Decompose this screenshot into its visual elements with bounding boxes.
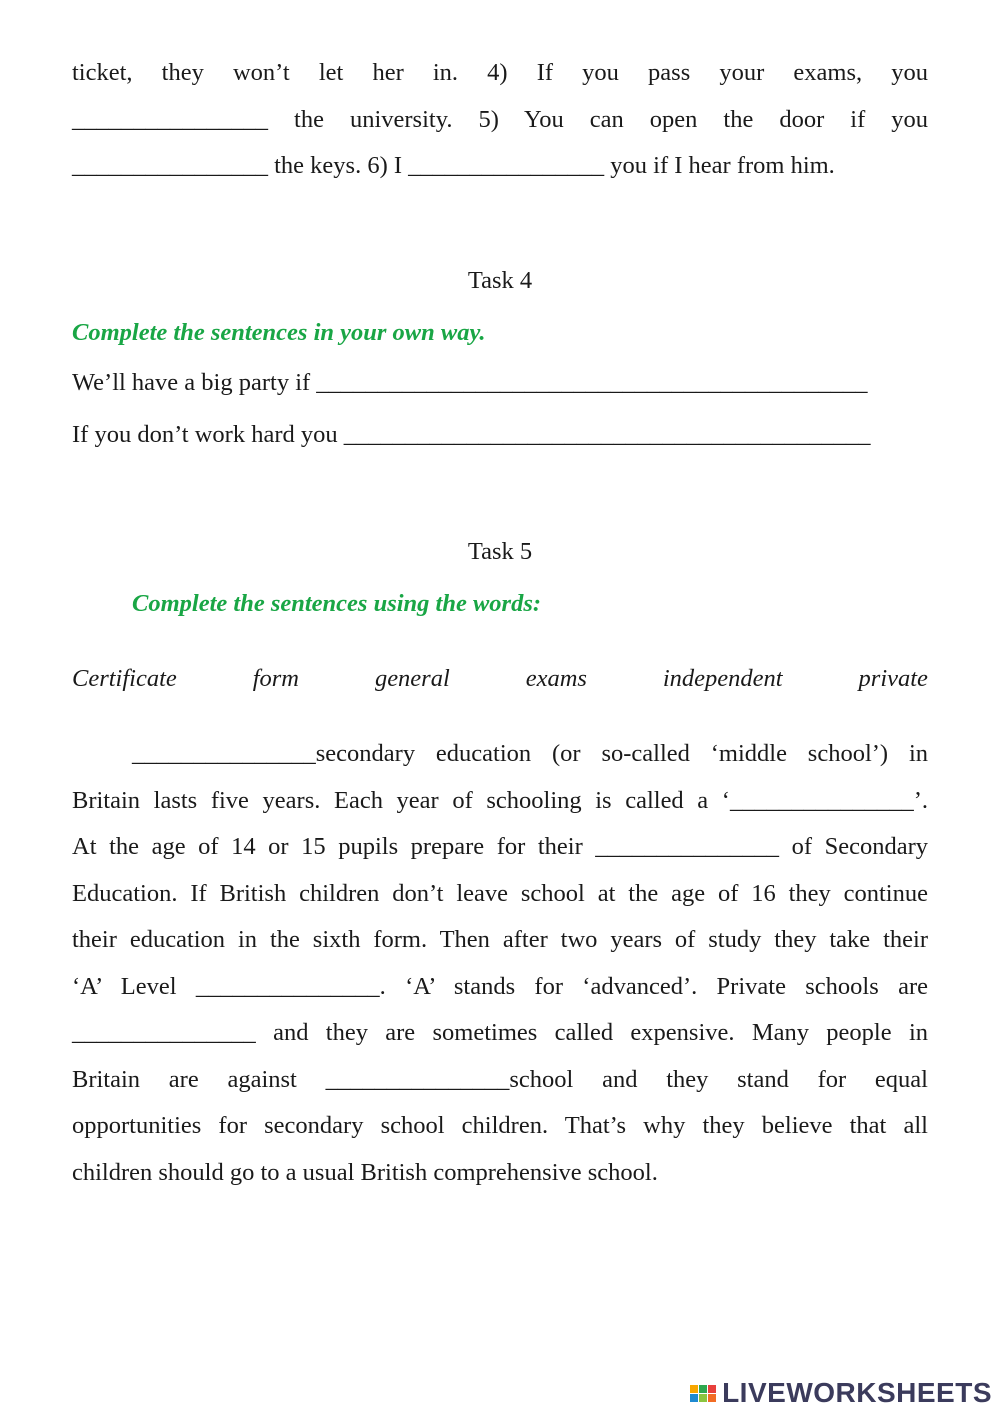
task4-sentence-2: If you don’t work hard you ___________________________________________ (72, 420, 871, 448)
liveworksheets-logo[interactable] (690, 1377, 992, 1409)
paragraph-line: children should go to a usual British comprehensive school. (72, 1158, 658, 1186)
paragraph-line: ‘A’ Level _______________. ‘A’ stands for ‘advanced’. Private schools are (72, 972, 928, 1000)
word-bank-item: private (858, 664, 928, 692)
worksheet-page (72, 50, 928, 1196)
intro-paragraph (72, 50, 928, 190)
paragraph-line: their education in the sixth form. Then after two years of study they take their (72, 926, 928, 953)
task4-sentence-1: We’ll have a big party if _____________________________________________ (72, 368, 868, 396)
intro-line-3: ________________ the keys. 6) I ________________ you if I hear from him. (72, 152, 835, 179)
word-bank (72, 656, 928, 703)
word-bank-item: general (374, 664, 450, 692)
paragraph-line: Education. If British children don’t leave school at the age of 16 they continue (72, 879, 928, 907)
word-bank-item: exams (525, 664, 587, 692)
liveworksheets-brand-text: LIVEWORKSHEETS (722, 1377, 992, 1408)
task4-heading: Task 4 (467, 266, 533, 294)
paragraph-line: _______________ and they are sometimes called expensive. Many people in (72, 1019, 928, 1046)
paragraph-line: Britain are against _______________school and they stand for equal (72, 1065, 928, 1093)
task4-instruction: Complete the sentences in your own way. (72, 319, 486, 346)
task5-paragraph (72, 731, 928, 1196)
task5-heading: Task 5 (467, 537, 533, 565)
intro-line-2: ________________ the university. 5) You can open the door if you (72, 105, 928, 133)
paragraph-line: Britain lasts five years. Each year of schooling is called a ‘_______________’. (72, 786, 928, 814)
paragraph-line: opportunities for secondary school children. That’s why they believe that all (72, 1112, 928, 1139)
paragraph-line: _______________secondary education (or so-called ‘middle school’) in (132, 740, 928, 767)
paragraph-line: At the age of 14 or 15 pupils prepare for their _______________ of Secondary (72, 833, 928, 860)
word-bank-item: form (252, 664, 300, 692)
liveworksheets-logo-icon (690, 1385, 716, 1402)
task5-instruction: Complete the sentences using the words: (132, 590, 542, 617)
word-bank-item: Certificate (72, 664, 177, 692)
word-bank-item: independent (662, 664, 783, 692)
intro-line-1: ticket, they won’t let her in. 4) If you pass your exams, you (72, 59, 928, 86)
